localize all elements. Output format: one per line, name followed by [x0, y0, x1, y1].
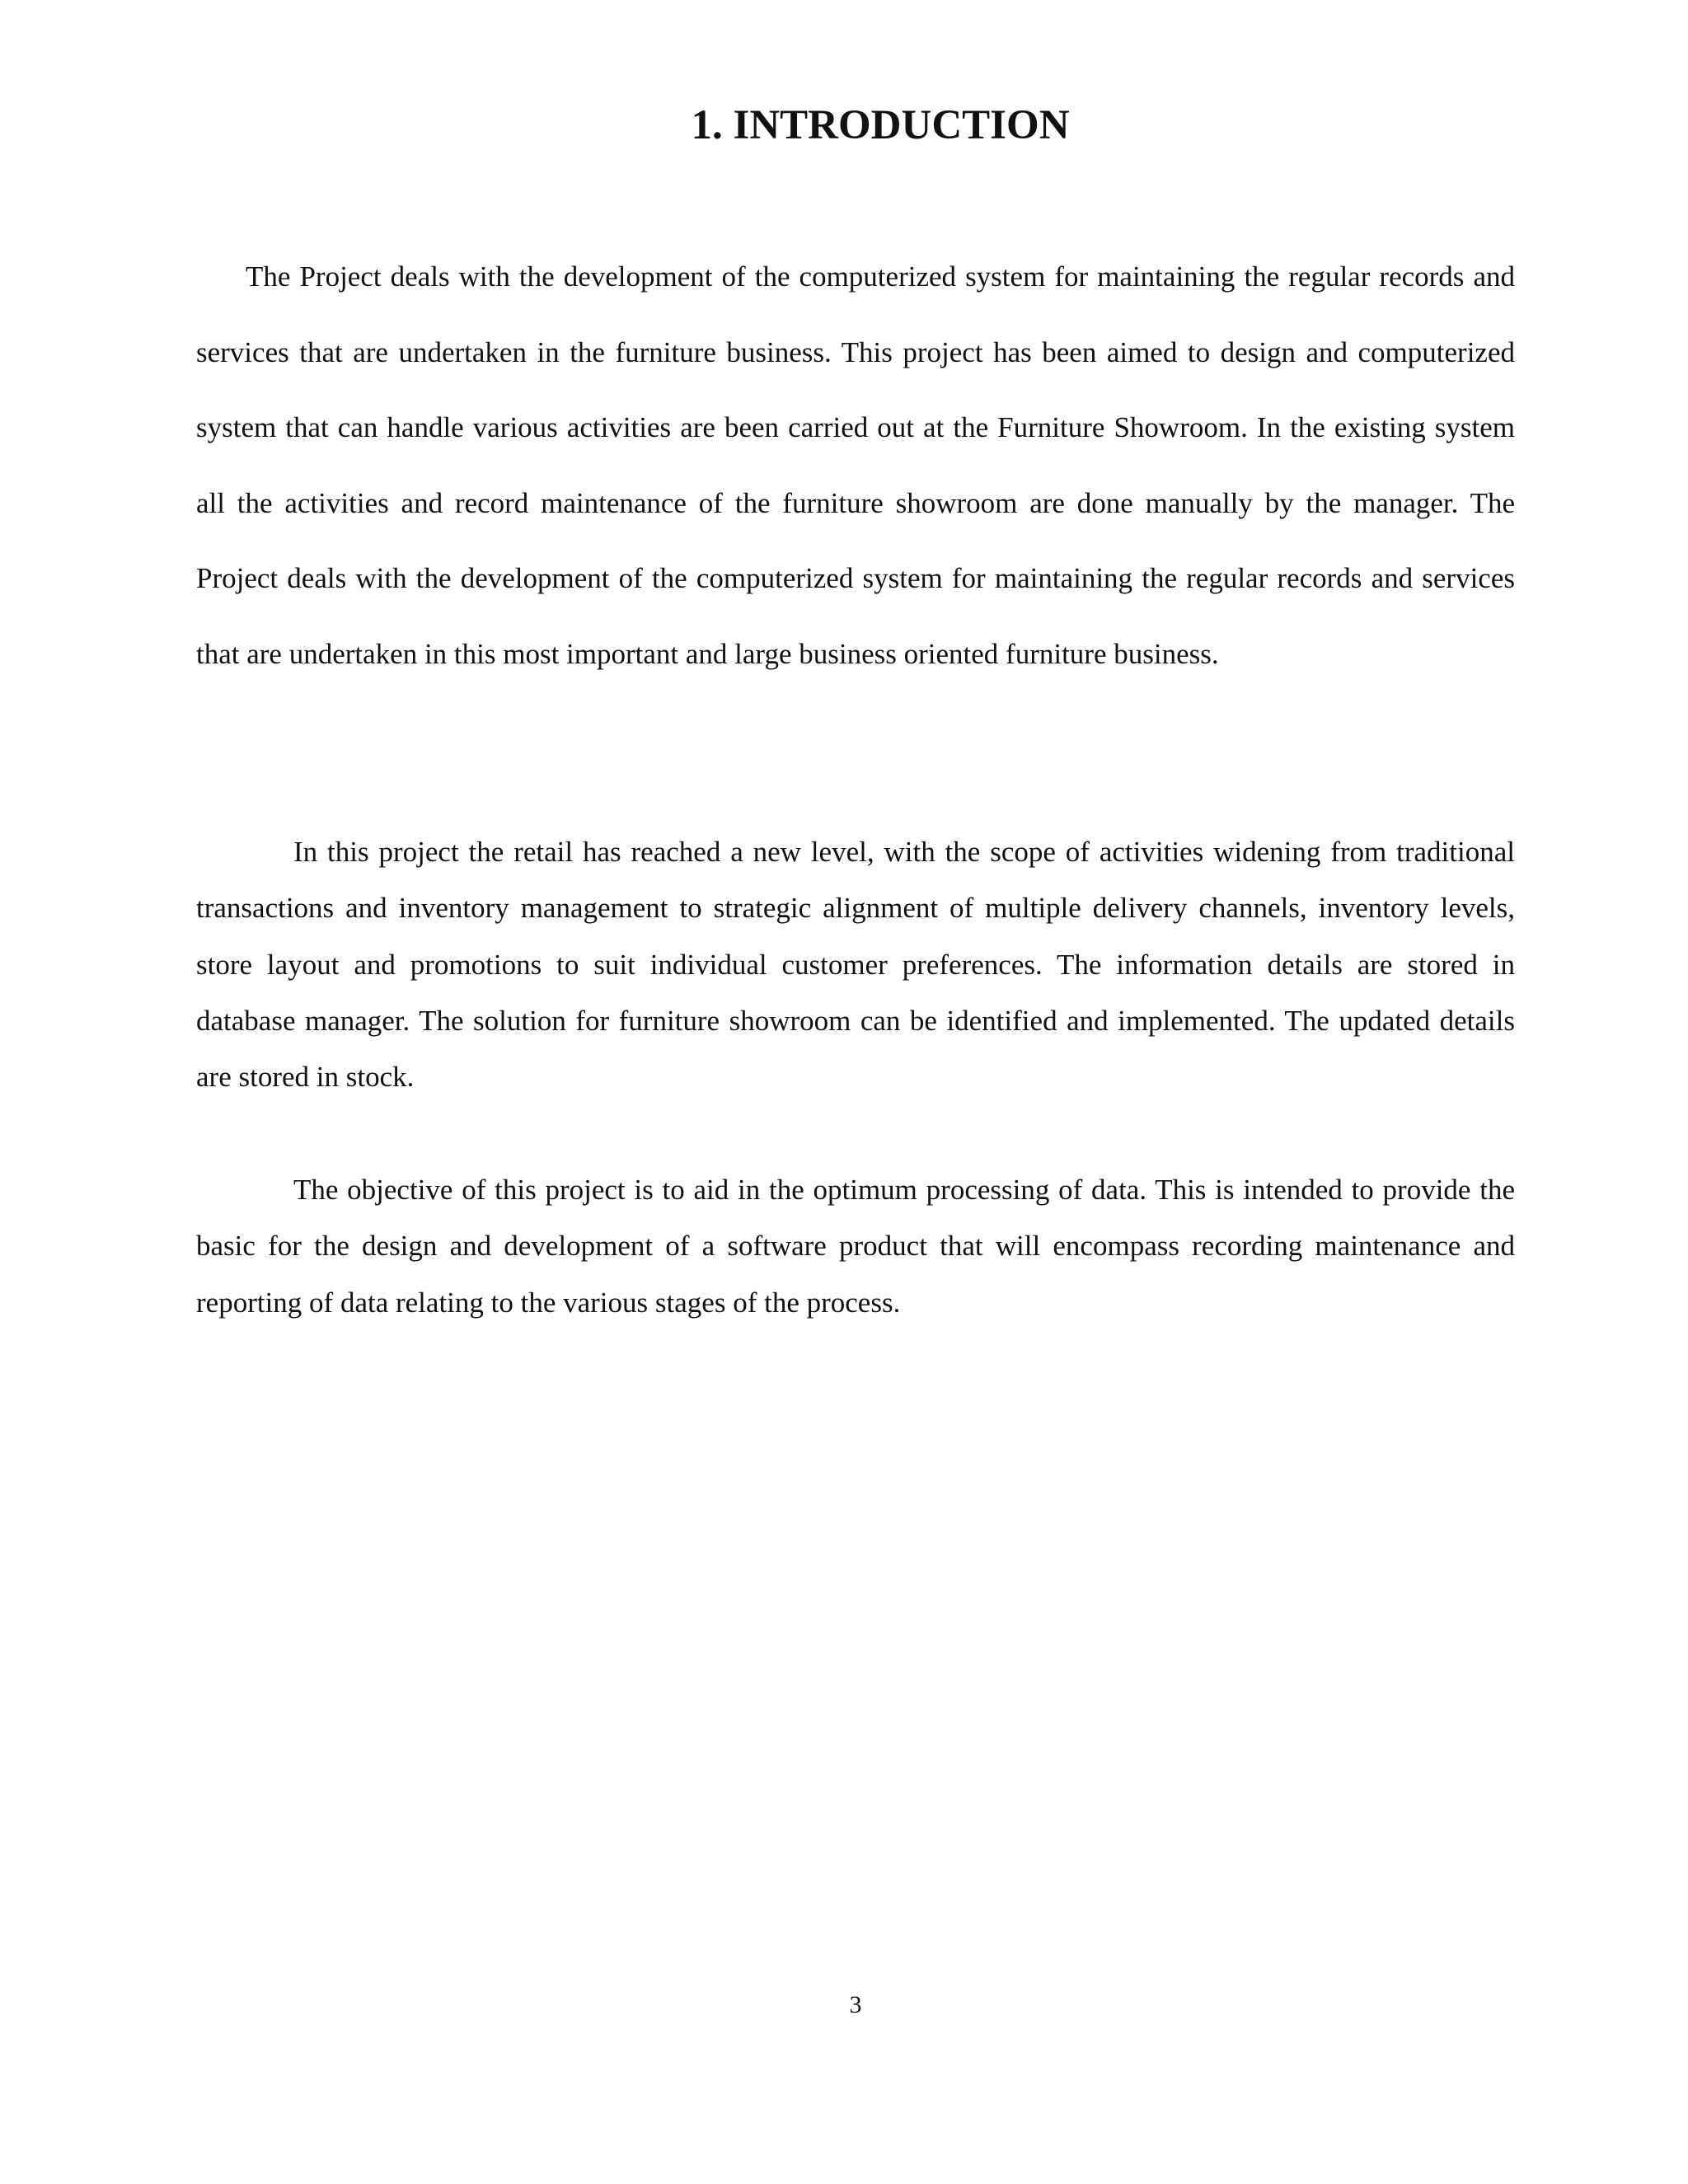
page-number: 3	[849, 1991, 862, 2018]
section-heading: 1. INTRODUCTION	[691, 102, 1070, 148]
paragraph-objective: The objective of this project is to aid in the optimum processing of data. This is intended to provide the basic for the design and development of a software product that will encompass recording maintenance and reporting of data relating to the various stages of the process.	[196, 1174, 1515, 1319]
paragraph-retail-scope: In this project the retail has reached a new level, with the scope of activities widening from traditional transactions and inventory management to strategic alignment of multiple delivery channels, inventory levels, store layout and promotions to suit individual customer preferences. The information details are stored in database manager. The solution for furniture showroom can be identified and implemented. The updated details are stored in stock.	[196, 836, 1515, 1094]
paragraph-project-overview: The Project deals with the development of the computerized system for maintaining the regular records and services that are undertaken in the furniture business. This project has been aimed to design and computerized system that can handle various activities are been carried out at the Furniture Showroom. In the existing system all the activities and record maintenance of the furniture showroom are done manually by the manager. The Project deals with the development of the computerized system for maintaining the regular records and services that are undertaken in this most important and large business oriented furniture business.	[196, 260, 1515, 670]
